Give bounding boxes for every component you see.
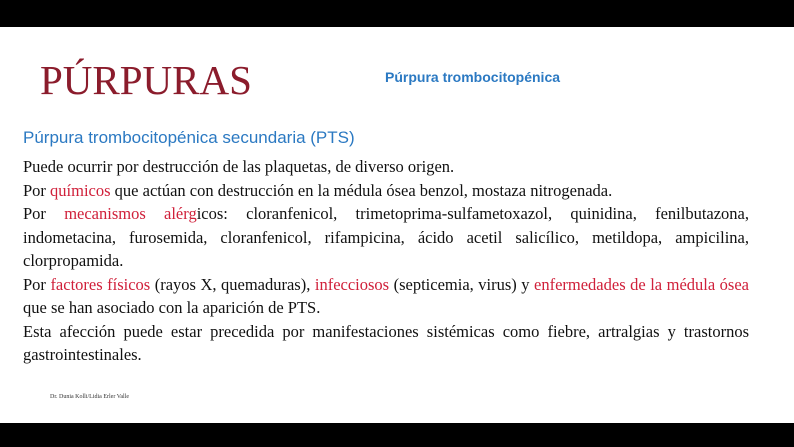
p2-highlight: químicos — [50, 180, 111, 200]
slide-title: PÚRPURAS — [40, 57, 252, 103]
p4-highlight-1: factores físicos — [50, 274, 151, 294]
p4-highlight-2: infecciosos — [314, 274, 390, 294]
footer-credit: Dr. Dunia Kolli/Lidia Erler Valle — [50, 394, 130, 400]
p3-pre: Por — [23, 204, 65, 223]
body-text — [23, 155, 749, 367]
slide — [0, 27, 794, 423]
paragraph-5: Esta afección puede estar precedida por manifestaciones sistémicas como fiebre, artralgias y trastornos gastrointestinales. — [23, 321, 749, 364]
p4-mid-2: (septicemia, virus) y — [389, 274, 535, 294]
paragraph-3 — [23, 202, 749, 273]
p2-post: que actúan con destrucción en la médula ósea benzol, mostaza nitrogenada. — [110, 180, 613, 200]
paragraph-4 — [23, 273, 749, 320]
p2-pre: Por — [23, 180, 51, 200]
paragraph-1: Puede ocurrir por destrucción de las plaquetas, de diverso origen. — [23, 157, 455, 176]
p4-highlight-3: enfermedades de la médula ósea — [534, 274, 749, 294]
p3-highlight: mecanismos alérg — [64, 204, 197, 223]
p4-post: que se han asociado con la aparición de PTS. — [23, 298, 321, 317]
p4-mid-1: (rayos X, quemaduras), — [150, 274, 315, 294]
p4-pre: Por — [23, 274, 51, 294]
paragraph-2 — [23, 179, 749, 203]
p3-post: icos: cloranfenicol, trimetoprima-sulfametoxazol, quinidina, fenilbutazona, indometacina, furosemida, cloranfenicol, rifampicina, ácido acetil salicílico, metildopa, ampicilina, clorpropamida. — [23, 204, 750, 270]
slide-subtitle: Púrpura trombocitopénica — [385, 69, 561, 85]
section-heading: Púrpura trombocitopénica secundaria (PTS) — [23, 128, 355, 147]
